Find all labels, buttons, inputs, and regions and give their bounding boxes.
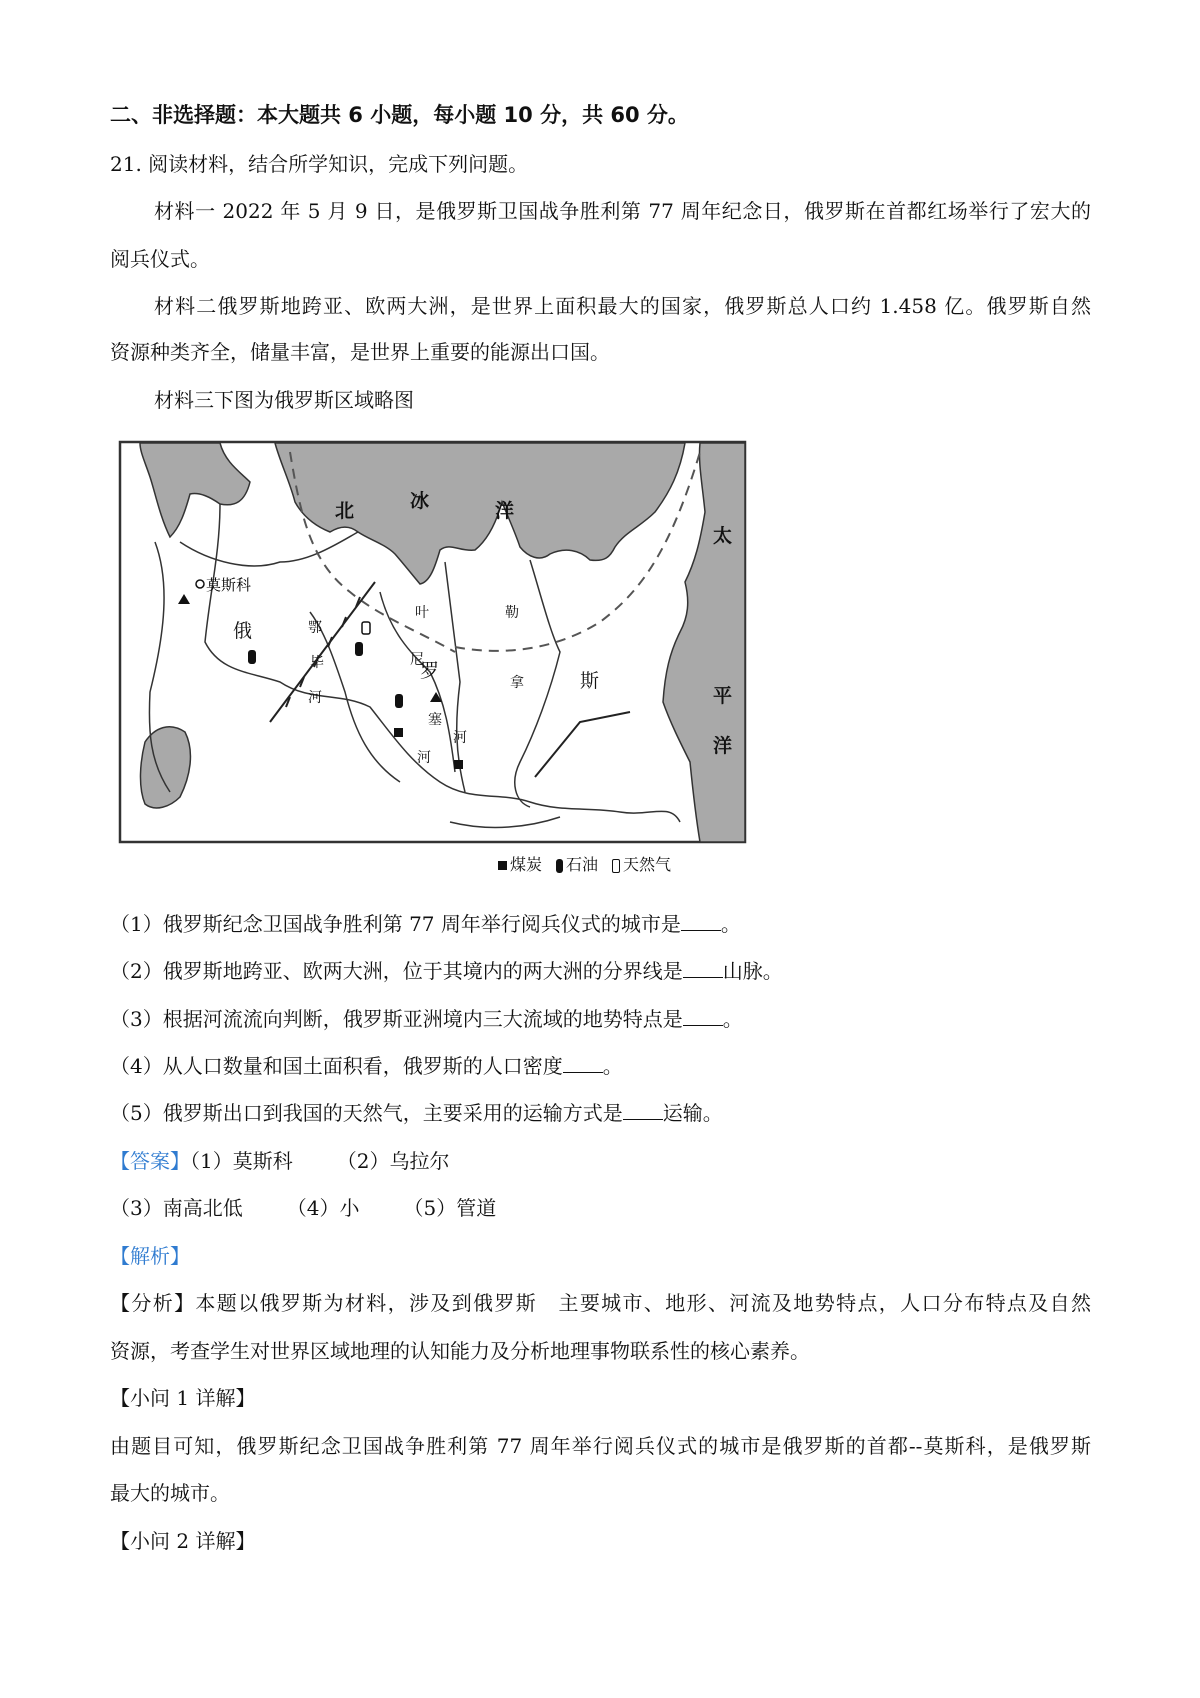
answer-4: （4）小 [286, 1196, 360, 1220]
sub-question-text: （4）从人口数量和国土面积看，俄罗斯的人口密度 [110, 1054, 563, 1078]
question-stem: 21. 阅读材料，结合所学知识，完成下列问题。 [110, 152, 529, 176]
moscow-marker-icon [196, 580, 204, 588]
oil-icon [355, 642, 363, 656]
label-ob-3: 河 [308, 690, 322, 706]
legend-gas-label: 天然气 [623, 855, 672, 874]
sub-question-suffix: 运输。 [662, 1101, 723, 1125]
label-lena-1: 勒 [505, 605, 519, 621]
answer-blank[interactable] [681, 912, 721, 931]
label-arctic-3: 洋 [495, 500, 515, 522]
answer-line-2 [110, 1195, 496, 1221]
label-arctic-1: 北 [335, 500, 355, 522]
answer-blank[interactable] [683, 959, 723, 978]
label-yenisei-1: 叶 [415, 605, 429, 621]
material-2-line-2: 资源种类齐全，储量丰富，是世界上重要的能源出口国。 [110, 340, 610, 364]
analysis-line-2: 资源，考查学生对世界区域地理的认知能力及分析地理事物联系性的核心素养。 [110, 1339, 810, 1363]
answer-5: （5）管道 [403, 1196, 497, 1220]
answer-line-1 [110, 1148, 449, 1174]
label-russia-3: 斯 [580, 670, 600, 692]
map-legend [498, 852, 671, 875]
label-russia-2: 罗 [420, 660, 440, 682]
analysis-tag: 【解析】 [110, 1244, 190, 1268]
coal-icon [394, 728, 403, 737]
oil-icon [395, 694, 403, 708]
label-lena-3: 河 [453, 730, 467, 746]
gas-icon [362, 622, 370, 634]
q1-detail-heading: 【小问 1 详解】 [110, 1386, 256, 1410]
sub-question-1 [110, 911, 741, 937]
label-pacific-3: 洋 [713, 735, 733, 757]
sub-question-suffix: 。 [722, 1007, 743, 1031]
section-heading: 二、非选择题：本大题共 6 小题，每小题 10 分，共 60 分。 [110, 103, 689, 127]
sub-question-suffix: 。 [720, 912, 741, 936]
sub-question-suffix: 。 [602, 1054, 623, 1078]
label-russia-1: 俄 [233, 620, 253, 642]
sub-question-text: （1）俄罗斯纪念卫国战争胜利第 77 周年举行阅兵仪式的城市是 [110, 912, 681, 936]
label-lena-2: 拿 [510, 675, 524, 691]
analysis-line-1: 【分析】本题以俄罗斯为材料，涉及到俄罗斯 主要城市、地形、河流及地势特点，人口分布特点及自然 [110, 1291, 1091, 1315]
label-ob-1: 鄂 [308, 620, 322, 636]
answer-3: （3）南高北低 [110, 1196, 243, 1220]
answer-2: （2）乌拉尔 [336, 1149, 450, 1173]
sub-question-5 [110, 1100, 723, 1126]
answer-tag: 【答案】 [110, 1149, 190, 1173]
sub-question-text: （3）根据河流流向判断，俄罗斯亚洲境内三大流域的地势特点是 [110, 1007, 683, 1031]
label-ob-2: 毕 [310, 655, 324, 671]
label-pacific-1: 太 [713, 525, 733, 547]
oil-icon [248, 650, 256, 664]
russia-region-map [110, 432, 754, 882]
label-arctic-2: 冰 [410, 490, 430, 512]
answer-blank[interactable] [683, 1007, 723, 1026]
answer-1: （1）莫斯科 [190, 1149, 293, 1173]
legend-coal-label: 煤炭 [510, 855, 543, 874]
sub-question-text: （2）俄罗斯地跨亚、欧两大洲，位于其境内的两大洲的分界线是 [110, 959, 683, 983]
coal-icon [454, 760, 463, 769]
sub-question-2 [110, 958, 783, 984]
sub-question-suffix: 山脉。 [722, 959, 783, 983]
material-1-line-2: 阅兵仪式。 [110, 247, 210, 271]
q2-detail-heading: 【小问 2 详解】 [110, 1529, 256, 1553]
label-moscow: 莫斯科 [206, 576, 252, 594]
legend-coal [498, 852, 542, 875]
gas-icon [612, 859, 620, 873]
legend-gas [612, 852, 671, 875]
sub-question-3 [110, 1006, 743, 1032]
material-2-line-1: 材料二俄罗斯地跨亚、欧两大洲，是世界上面积最大的国家，俄罗斯总人口约 1.458 亿。俄罗斯自然 [154, 294, 1091, 318]
label-yenisei-3: 塞 [428, 712, 442, 728]
label-pacific-2: 平 [713, 685, 733, 707]
oil-icon [556, 859, 563, 873]
answer-blank[interactable] [623, 1101, 663, 1120]
label-yenisei-4: 河 [417, 750, 431, 766]
sub-question-4 [110, 1053, 623, 1079]
legend-oil [556, 852, 598, 875]
answer-blank[interactable] [563, 1054, 603, 1073]
q1-detail-line-1: 由题目可知，俄罗斯纪念卫国战争胜利第 77 周年举行阅兵仪式的城市是俄罗斯的首都--莫斯科，是俄罗斯 [110, 1434, 1091, 1458]
legend-oil-label: 石油 [566, 855, 599, 874]
material-3: 材料三下图为俄罗斯区域略图 [154, 388, 414, 412]
q1-detail-line-2: 最大的城市。 [110, 1481, 230, 1505]
material-1-line-1: 材料一 2022 年 5 月 9 日，是俄罗斯卫国战争胜利第 77 周年纪念日，俄罗斯在首都红场举行了宏大的 [154, 199, 1091, 223]
sub-question-text: （5）俄罗斯出口到我国的天然气，主要采用的运输方式是 [110, 1101, 623, 1125]
label-yenisei-2: 尼 [410, 652, 424, 668]
coal-icon [498, 861, 507, 870]
